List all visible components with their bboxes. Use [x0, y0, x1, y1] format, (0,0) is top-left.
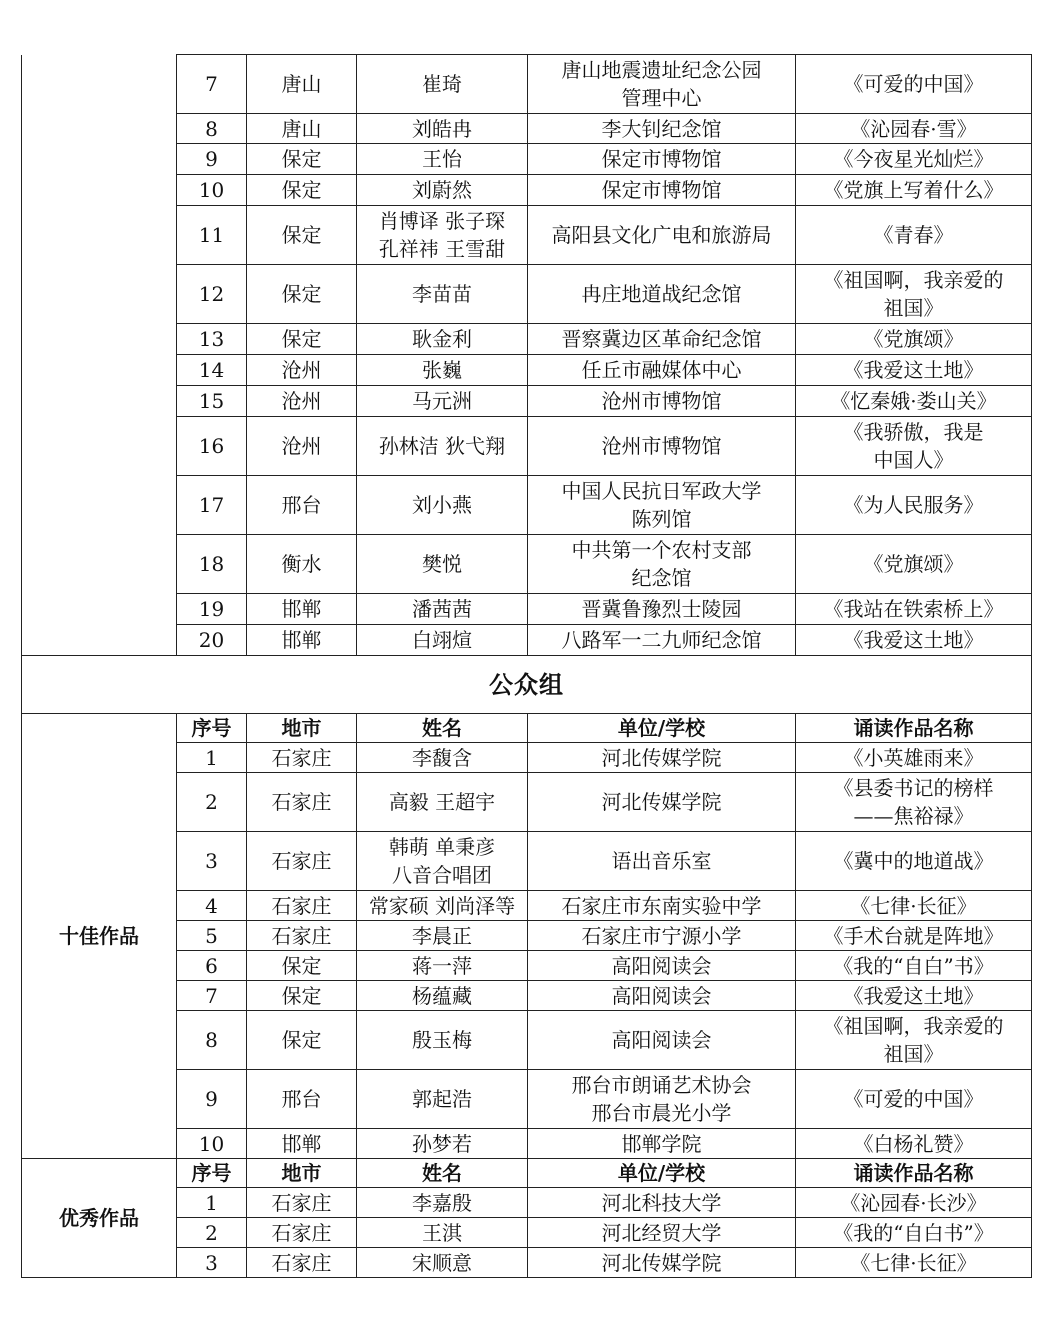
cell-work: 《我爱这土地》	[796, 625, 1032, 656]
cell-no: 13	[177, 324, 247, 355]
cell-work: 《我骄傲，我是 中国人》	[796, 417, 1032, 476]
cell-unit: 河北科技大学	[528, 1188, 796, 1218]
cell-unit: 高阳阅读会	[528, 1011, 796, 1070]
cell-work: 《祖国啊，我亲爱的 祖国》	[796, 265, 1032, 324]
cell-unit: 高阳阅读会	[528, 951, 796, 981]
cell-no: 17	[177, 476, 247, 535]
cell-no: 7	[177, 55, 247, 114]
cell-no: 12	[177, 265, 247, 324]
cell-city: 邢台	[247, 1070, 357, 1129]
cell-work: 《小英雄雨来》	[796, 743, 1032, 773]
cell-city: 保定	[247, 981, 357, 1011]
cell-unit: 石家庄市东南实验中学	[528, 891, 796, 921]
cell-unit: 中共第一个农村支部 纪念馆	[528, 535, 796, 594]
header-work: 诵读作品名称	[796, 1159, 1032, 1188]
cell-unit: 河北传媒学院	[528, 1248, 796, 1278]
cell-name: 张巍	[357, 355, 528, 386]
header-city: 地市	[247, 1159, 357, 1188]
cell-city: 唐山	[247, 114, 357, 144]
cell-name: 韩萌 单秉彦 八音合唱团	[357, 832, 528, 891]
cell-unit: 晋冀鲁豫烈士陵园	[528, 594, 796, 625]
cell-unit: 河北经贸大学	[528, 1218, 796, 1248]
cell-work: 《党旗颂》	[796, 535, 1032, 594]
cell-name: 刘小燕	[357, 476, 528, 535]
cell-work: 《沁园春·长沙》	[796, 1188, 1032, 1218]
cell-work: 《今夜星光灿烂》	[796, 144, 1032, 175]
cell-work: 《可爱的中国》	[796, 1070, 1032, 1129]
cell-name: 常家硕 刘尚泽等	[357, 891, 528, 921]
cell-name: 王淇	[357, 1218, 528, 1248]
header-name: 姓名	[357, 1159, 528, 1188]
cell-city: 保定	[247, 175, 357, 206]
table-row	[22, 55, 1032, 114]
cell-city: 沧州	[247, 417, 357, 476]
cell-city: 沧州	[247, 355, 357, 386]
cell-no: 1	[177, 1188, 247, 1218]
cell-unit: 八路军一二九师纪念馆	[528, 625, 796, 656]
cell-name: 蒋一萍	[357, 951, 528, 981]
cell-work: 《白杨礼赞》	[796, 1129, 1032, 1159]
cell-no: 19	[177, 594, 247, 625]
cell-unit: 邯郸学院	[528, 1129, 796, 1159]
cell-name: 高毅 王超宇	[357, 773, 528, 832]
cell-name: 李馥含	[357, 743, 528, 773]
cell-name: 王怡	[357, 144, 528, 175]
cell-work: 《我站在铁索桥上》	[796, 594, 1032, 625]
cell-unit: 语出音乐室	[528, 832, 796, 891]
cell-city: 衡水	[247, 535, 357, 594]
header-no: 序号	[177, 714, 247, 743]
cell-work: 《我的“自白”书》	[796, 951, 1032, 981]
header-unit: 单位/学校	[528, 1159, 796, 1188]
cell-work: 《忆秦娥·娄山关》	[796, 386, 1032, 417]
cell-city: 石家庄	[247, 773, 357, 832]
cell-work: 《青春》	[796, 206, 1032, 265]
cell-city: 石家庄	[247, 832, 357, 891]
cell-no: 9	[177, 144, 247, 175]
cell-no: 3	[177, 832, 247, 891]
cell-name: 潘茜茜	[357, 594, 528, 625]
cell-city: 保定	[247, 265, 357, 324]
cell-no: 2	[177, 1218, 247, 1248]
cell-no: 3	[177, 1248, 247, 1278]
cell-no: 7	[177, 981, 247, 1011]
cell-city: 邢台	[247, 476, 357, 535]
cell-name: 樊悦	[357, 535, 528, 594]
cell-name: 马元洲	[357, 386, 528, 417]
cell-name: 孙梦若	[357, 1129, 528, 1159]
section-label: 十佳作品	[22, 714, 177, 1159]
cell-name: 杨蕴藏	[357, 981, 528, 1011]
header-no: 序号	[177, 1159, 247, 1188]
cell-city: 石家庄	[247, 1248, 357, 1278]
cell-unit: 保定市博物馆	[528, 175, 796, 206]
group-title: 公众组	[22, 656, 1032, 714]
cell-city: 石家庄	[247, 891, 357, 921]
cell-unit: 沧州市博物馆	[528, 417, 796, 476]
cell-no: 16	[177, 417, 247, 476]
cell-no: 10	[177, 1129, 247, 1159]
cell-work: 《为人民服务》	[796, 476, 1032, 535]
header-row	[22, 1159, 1032, 1188]
cell-work: 《七律·长征》	[796, 891, 1032, 921]
cell-city: 保定	[247, 144, 357, 175]
cell-no: 14	[177, 355, 247, 386]
cell-name: 耿金利	[357, 324, 528, 355]
cell-city: 石家庄	[247, 921, 357, 951]
cell-no: 5	[177, 921, 247, 951]
cell-no: 10	[177, 175, 247, 206]
cell-name: 郭起浩	[357, 1070, 528, 1129]
cell-unit: 冉庄地道战纪念馆	[528, 265, 796, 324]
cell-unit: 河北传媒学院	[528, 743, 796, 773]
cell-name: 殷玉梅	[357, 1011, 528, 1070]
cell-no: 20	[177, 625, 247, 656]
cell-unit: 高阳县文化广电和旅游局	[528, 206, 796, 265]
cell-unit: 晋察冀边区革命纪念馆	[528, 324, 796, 355]
cell-unit: 河北传媒学院	[528, 773, 796, 832]
cell-city: 石家庄	[247, 1188, 357, 1218]
cell-name: 刘蔚然	[357, 175, 528, 206]
cell-unit: 邢台市朗诵艺术协会 邢台市晨光小学	[528, 1070, 796, 1129]
cell-work: 《我爱这土地》	[796, 355, 1032, 386]
cell-no: 8	[177, 1011, 247, 1070]
header-name: 姓名	[357, 714, 528, 743]
cell-city: 石家庄	[247, 743, 357, 773]
cell-city: 沧州	[247, 386, 357, 417]
cell-unit: 沧州市博物馆	[528, 386, 796, 417]
cell-name: 崔琦	[357, 55, 528, 114]
cell-city: 保定	[247, 324, 357, 355]
cell-no: 8	[177, 114, 247, 144]
cell-name: 白翊煊	[357, 625, 528, 656]
section-cell-continued	[22, 55, 177, 656]
cell-unit: 中国人民抗日军政大学 陈列馆	[528, 476, 796, 535]
cell-no: 6	[177, 951, 247, 981]
cell-city: 邯郸	[247, 625, 357, 656]
cell-name: 李晨正	[357, 921, 528, 951]
cell-city: 保定	[247, 1011, 357, 1070]
cell-city: 石家庄	[247, 1218, 357, 1248]
cell-no: 9	[177, 1070, 247, 1129]
cell-city: 保定	[247, 206, 357, 265]
cell-no: 1	[177, 743, 247, 773]
cell-unit: 李大钊纪念馆	[528, 114, 796, 144]
cell-name: 李苗苗	[357, 265, 528, 324]
header-unit: 单位/学校	[528, 714, 796, 743]
cell-name: 孙林洁 狄弋翔	[357, 417, 528, 476]
cell-no: 11	[177, 206, 247, 265]
cell-unit: 保定市博物馆	[528, 144, 796, 175]
results-table	[21, 54, 1032, 1278]
cell-work: 《可爱的中国》	[796, 55, 1032, 114]
section-label: 优秀作品	[22, 1159, 177, 1278]
group-title-row	[22, 656, 1032, 714]
cell-work: 《县委书记的榜样 ——焦裕禄》	[796, 773, 1032, 832]
cell-city: 邯郸	[247, 594, 357, 625]
cell-no: 15	[177, 386, 247, 417]
cell-unit: 任丘市融媒体中心	[528, 355, 796, 386]
cell-unit: 石家庄市宁源小学	[528, 921, 796, 951]
cell-unit: 高阳阅读会	[528, 981, 796, 1011]
cell-name: 宋顺意	[357, 1248, 528, 1278]
cell-work: 《七律·长征》	[796, 1248, 1032, 1278]
cell-work: 《手术台就是阵地》	[796, 921, 1032, 951]
cell-name: 刘皓冉	[357, 114, 528, 144]
cell-name: 李嘉殷	[357, 1188, 528, 1218]
cell-city: 邯郸	[247, 1129, 357, 1159]
cell-work: 《我的“自白书”》	[796, 1218, 1032, 1248]
header-city: 地市	[247, 714, 357, 743]
header-row	[22, 714, 1032, 743]
cell-unit: 唐山地震遗址纪念公园 管理中心	[528, 55, 796, 114]
cell-work: 《党旗颂》	[796, 324, 1032, 355]
cell-no: 18	[177, 535, 247, 594]
cell-no: 2	[177, 773, 247, 832]
cell-no: 4	[177, 891, 247, 921]
cell-work: 《冀中的地道战》	[796, 832, 1032, 891]
cell-city: 唐山	[247, 55, 357, 114]
cell-name: 肖博译 张子琛 孔祥祎 王雪甜	[357, 206, 528, 265]
cell-work: 《党旗上写着什么》	[796, 175, 1032, 206]
cell-city: 保定	[247, 951, 357, 981]
header-work: 诵读作品名称	[796, 714, 1032, 743]
cell-work: 《祖国啊，我亲爱的 祖国》	[796, 1011, 1032, 1070]
cell-work: 《我爱这土地》	[796, 981, 1032, 1011]
cell-work: 《沁园春·雪》	[796, 114, 1032, 144]
